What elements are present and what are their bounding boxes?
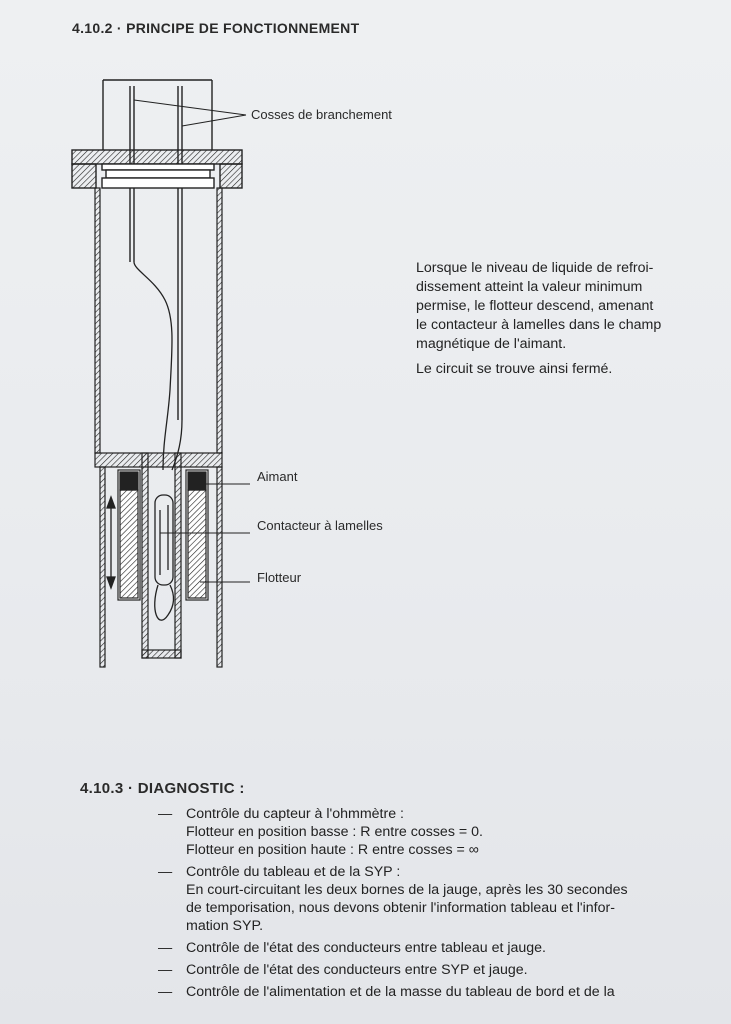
description-line: Le circuit se trouve ainsi fermé. xyxy=(416,361,613,377)
float-body xyxy=(118,470,208,600)
description-line: magnétique de l'aimant. xyxy=(416,336,567,352)
housing-tube xyxy=(95,188,222,453)
list-item xyxy=(158,983,731,1001)
movement-arrow xyxy=(107,497,115,588)
label-flotteur: Flotteur xyxy=(257,570,302,585)
section-title-diagnostic: 4.10.3 · DIAGNOSTIC : xyxy=(80,780,245,797)
description-line: Lorsque le niveau de liquide de refroi- xyxy=(416,260,654,276)
diagnostic-list xyxy=(158,805,731,1005)
list-item xyxy=(158,863,731,935)
list-item-line: Flotteur en position haute : R entre cosses = ∞ xyxy=(186,842,479,858)
list-dash: — xyxy=(158,984,173,1000)
description-paragraph xyxy=(416,259,716,379)
label-contacteur: Contacteur à lamelles xyxy=(257,518,383,533)
list-item-line: Flotteur en position basse : R entre cosses = 0. xyxy=(186,824,483,840)
description-line: dissement atteint la valeur minimum xyxy=(416,279,643,295)
list-item-line: de temporisation, nous devons obtenir l'information tableau et l'infor- xyxy=(186,900,615,916)
list-dash: — xyxy=(158,806,173,822)
description-line: permise, le flotteur descend, amenant xyxy=(416,298,654,314)
section-title-principe: 4.10.2 · PRINCIPE DE FONCTIONNEMENT xyxy=(72,20,360,36)
cosses-leader-lines xyxy=(134,100,246,126)
list-item xyxy=(158,805,731,859)
list-item-line: Contrôle du capteur à l'ohmmètre : xyxy=(186,806,404,822)
list-item-line: Contrôle du tableau et de la SYP : xyxy=(186,864,401,880)
list-item-line: mation SYP. xyxy=(186,918,264,934)
list-item-line: Contrôle de l'état des conducteurs entre SYP et jauge. xyxy=(186,962,528,978)
list-item xyxy=(158,961,731,979)
label-cosses: Cosses de branchement xyxy=(251,107,392,122)
description-line: le contacteur à lamelles dans le champ xyxy=(416,317,662,333)
list-item xyxy=(158,939,731,957)
list-item-line: En court-circuitant les deux bornes de la jauge, après les 30 secondes xyxy=(186,882,628,898)
list-dash: — xyxy=(158,940,173,956)
list-dash: — xyxy=(158,962,173,978)
flange xyxy=(72,150,242,188)
label-aimant: Aimant xyxy=(257,469,298,484)
list-dash: — xyxy=(158,864,173,880)
connector-terminals xyxy=(103,80,212,420)
list-item-line: Contrôle de l'état des conducteurs entre tableau et jauge. xyxy=(186,940,547,956)
list-item-line: Contrôle de l'alimentation et de la masse du tableau de bord et de la xyxy=(186,984,615,1000)
